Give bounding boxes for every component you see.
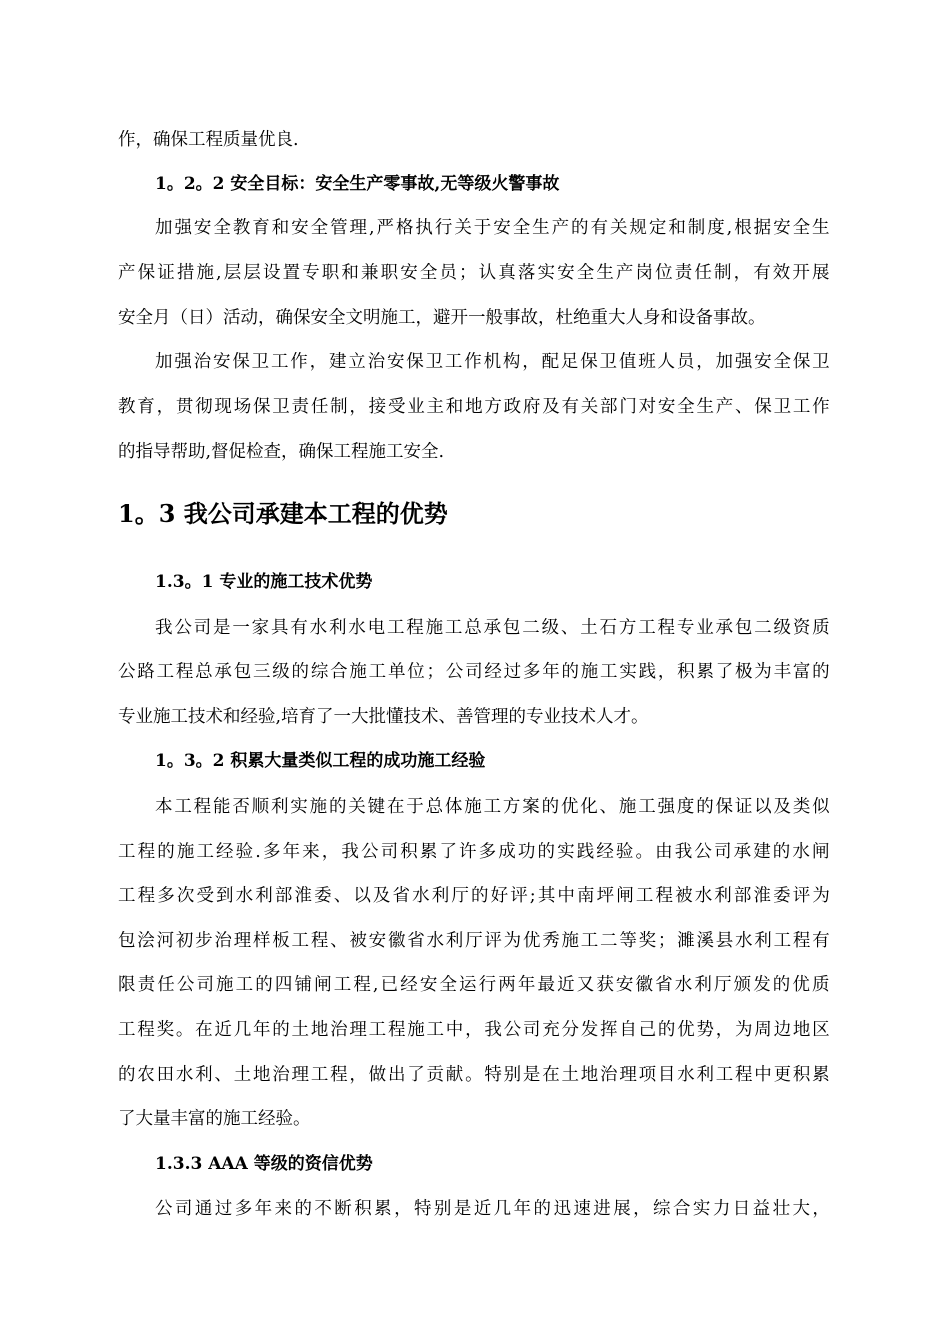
paragraph-line: 工 程 多 次 受 到 水 利 部 淮 委 、 以 及 省 水 利 厅 的 好 评 ; 其 中 南 坪 闸 工 程 被 水 利 部 淮 委 评 为 <box>118 886 830 906</box>
paragraph-line: 的 农 田 水 利 、 土 地 治 理 工 程 ， 做 出 了 贡 献 。 特 别 是 在 土 地 治 理 项 目 水 利 工 程 中 更 积 累 <box>118 1065 830 1085</box>
paragraph-line: 工 程 的 施 工 经 验 . 多 年 来 ， 我 公 司 积 累 了 许 多 成 功 的 实 践 经 验 。 由 我 公 司 承 建 的 水 闸 <box>118 842 830 862</box>
paragraph-line: 了大量丰富的施工经验。 <box>118 1109 311 1129</box>
paragraph-line: 专业施工技术和经验,培育了一大批懂技术、善管理的专业技术人才。 <box>118 707 649 727</box>
paragraph-line: 包 浍 河 初 步 治 理 样 板 工 程 、 被 安 徽 省 水 利 厅 评 为 优 秀 施 工 二 等 奖 ； 濉 溪 县 水 利 工 程 有 <box>118 931 830 951</box>
paragraph-line: 教 育 ， 贯 彻 现 场 保 卫 责 任 制 ， 接 受 业 主 和 地 方 政 府 及 有 关 部 门 对 安 全 生 产 、 保 卫 工 作 <box>118 397 830 417</box>
section-heading: 1。3 我公司承建本工程的优势 <box>118 499 448 528</box>
paragraph-line: 产 保 证 措 施 , 层 层 设 置 专 职 和 兼 职 安 全 员 ； 认 真 落 实 安 全 生 产 岗 位 责 任 制 ， 有 效 开 展 <box>118 263 830 283</box>
paragraph-line: 的指导帮助,督促检查，确保工程施工安全. <box>118 442 445 462</box>
paragraph-line: 本 工 程 能 否 顺 利 实 施 的 关 键 在 于 总 体 施 工 方 案 的 优 化 、 施 工 强 度 的 保 证 以 及 类 似 <box>155 797 830 817</box>
paragraph-line: 我 公 司 是 一 家 具 有 水 利 水 电 工 程 施 工 总 承 包 二 级 、 土 石 方 工 程 专 业 承 包 二 级 资 质 <box>155 618 830 638</box>
paragraph-line: 公 路 工 程 总 承 包 三 级 的 综 合 施 工 单 位 ； 公 司 经 过 多 年 的 施 工 实 践 ， 积 累 了 极 为 丰 富 的 <box>118 662 830 682</box>
subsection-heading: 1。3。2 积累大量类似工程的成功施工经验 <box>155 751 486 771</box>
subsection-heading: 1。2。2 安全目标：安全生产零事故,无等级火警事故 <box>155 174 560 194</box>
subsection-heading: 1.3.3 AAA 等级的资信优势 <box>155 1154 373 1174</box>
paragraph-line: 作，确保工程质量优良. <box>118 130 299 150</box>
paragraph-line: 工 程 奖 。 在 近 几 年 的 土 地 治 理 工 程 施 工 中 ， 我 公 司 充 分 发 挥 自 己 的 优 势 ， 为 周 边 地 区 <box>118 1020 830 1040</box>
subsection-heading: 1.3。1 专业的施工技术优势 <box>155 572 373 592</box>
paragraph-line: 加 强 治 安 保 卫 工 作 ， 建 立 治 安 保 卫 工 作 机 构 ， 配 足 保 卫 值 班 人 员 ， 加 强 安 全 保 卫 <box>155 352 830 372</box>
paragraph-line: 加 强 安 全 教 育 和 安 全 管 理 , 严 格 执 行 关 于 安 全 生 产 的 有 关 规 定 和 制 度 , 根 据 安 全 生 <box>155 218 830 238</box>
paragraph-line: 公 司 通 过 多 年 来 的 不 断 积 累 ， 特 别 是 近 几 年 的 迅 速 进 展 ， 综 合 实 力 日 益 壮 大 ， <box>155 1199 830 1219</box>
paragraph-line: 限 责 任 公 司 施 工 的 四 铺 闸 工 程 , 已 经 安 全 运 行 两 年 最 近 又 获 安 徽 省 水 利 厅 颁 发 的 优 质 <box>118 975 830 995</box>
paragraph-line: 安全月（日）活动，确保安全文明施工，避开一般事故，杜绝重大人身和设备事故。 <box>118 308 766 328</box>
